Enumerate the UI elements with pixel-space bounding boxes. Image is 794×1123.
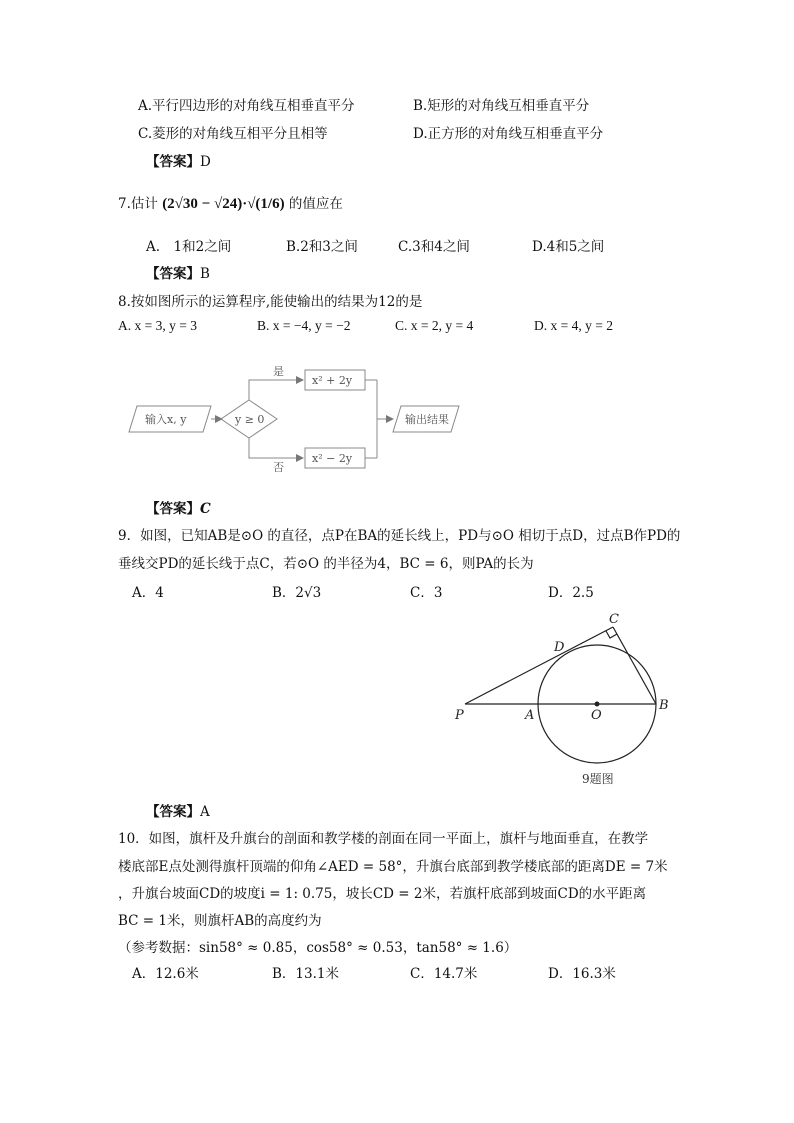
q9-option-c: C．3 — [410, 585, 443, 601]
point-o — [595, 702, 600, 707]
q8-answer — [146, 497, 211, 517]
answer-label: 【答案】 — [146, 154, 200, 170]
q6-option-a: A.平行四边形的对角线互相垂直平分 — [138, 98, 355, 114]
q10-option-b: B．13.1米 — [272, 966, 339, 982]
q10-option-c: C．14.7米 — [410, 966, 478, 982]
q6-answer — [146, 150, 211, 170]
q10-stem-line2: 楼底部E点处测得旗杆顶端的仰角∠AED = 58°，升旗台底部到教学楼底部的距离DE = 7米 — [118, 859, 668, 875]
line-cb — [613, 627, 656, 704]
flow-yes-expr: x² + 2y — [312, 374, 353, 387]
q8-option-d: D. x = 4, y = 2 — [534, 318, 613, 333]
answer-label: 【答案】 — [146, 804, 200, 820]
q10-reference-data: （参考数据：sin58° ≈ 0.85，cos58° ≈ 0.53，tan58° ≈ 1.6） — [118, 940, 518, 956]
q7-suffix: 的值应在 — [288, 196, 343, 212]
q7-option-b: B.2和3之间 — [286, 239, 358, 255]
q9-option-a: A．4 — [132, 585, 164, 601]
q9-stem-line2: 垂线交PD的延长线于点C，若⊙O 的半径为4，BC = 6，则PA的长为 — [118, 556, 534, 572]
q6-option-d: D.正方形的对角线互相垂直平分 — [413, 126, 604, 142]
q8-flowchart — [125, 360, 465, 472]
q8-stem: 8.按如图所示的运算程序,能使输出的结果为12的是 — [118, 294, 423, 310]
q9-option-b: B．2√3 — [272, 585, 322, 601]
answer-label: 【答案】 — [146, 501, 200, 517]
flow-no-expr: x² − 2y — [312, 452, 353, 465]
answer-value: D — [200, 154, 211, 170]
q7-option-c: C.3和4之间 — [398, 239, 470, 255]
q8-option-b: B. x = −4, y = −2 — [257, 318, 351, 333]
flow-yes-label: 是 — [273, 365, 284, 378]
q6-option-c: C.菱形的对角线互相平分且相等 — [138, 126, 328, 142]
q8-option-a: A. x = 3, y = 3 — [118, 318, 197, 333]
q9-answer — [146, 800, 210, 820]
answer-value: B — [200, 266, 210, 282]
q10-stem-line3: ，升旗台坡面CD的坡度i = 1: 0.75，坡长CD = 2米，若旗杆底部到坡面CD的水平距离 — [118, 886, 647, 902]
q8-option-c: C. x = 2, y = 4 — [395, 318, 474, 333]
q7-expression: (2√30 − √24)·√(1/6) — [162, 196, 285, 212]
flow-input-text: 输入x, y — [145, 413, 187, 426]
flow-condition-text: y ≥ 0 — [235, 413, 265, 426]
q6-option-b: B.矩形的对角线互相垂直平分 — [413, 98, 590, 114]
label-d: D — [554, 640, 565, 655]
q7-option-d: D.4和5之间 — [532, 239, 605, 255]
label-p: P — [455, 708, 464, 723]
flow-output-text: 输出结果 — [405, 413, 449, 426]
q7-option-a: A. 1和2之间 — [146, 239, 232, 255]
answer-value: C — [200, 501, 211, 517]
q10-option-a: A．12.6米 — [132, 966, 199, 982]
figure-caption: 9题图 — [582, 772, 614, 786]
label-c: C — [609, 612, 619, 627]
label-o: O — [591, 708, 602, 723]
answer-label: 【答案】 — [146, 266, 200, 282]
q7-stem — [118, 192, 343, 213]
q7-answer — [146, 262, 210, 282]
q10-stem-line1: 10．如图，旗杆及升旗台的剖面和教学楼的剖面在同一平面上，旗杆与地面垂直，在教学 — [118, 831, 649, 847]
label-a: A — [525, 708, 535, 723]
answer-value: A — [200, 804, 210, 820]
q10-option-d: D．16.3米 — [548, 966, 616, 982]
q9-option-d: D．2.5 — [548, 585, 594, 601]
flow-no-label: 否 — [273, 461, 284, 472]
q9-figure — [445, 605, 680, 790]
q7-prefix: 7.估计 — [118, 196, 158, 212]
q9-stem-line1: 9．如图，已知AB是⊙O 的直径，点P在BA的延长线上，PD与⊙O 相切于点D，过点B作PD的 — [118, 528, 681, 544]
label-b: B — [659, 698, 669, 713]
q10-stem-line4: BC = 1米，则旗杆AB的高度约为 — [118, 913, 322, 929]
